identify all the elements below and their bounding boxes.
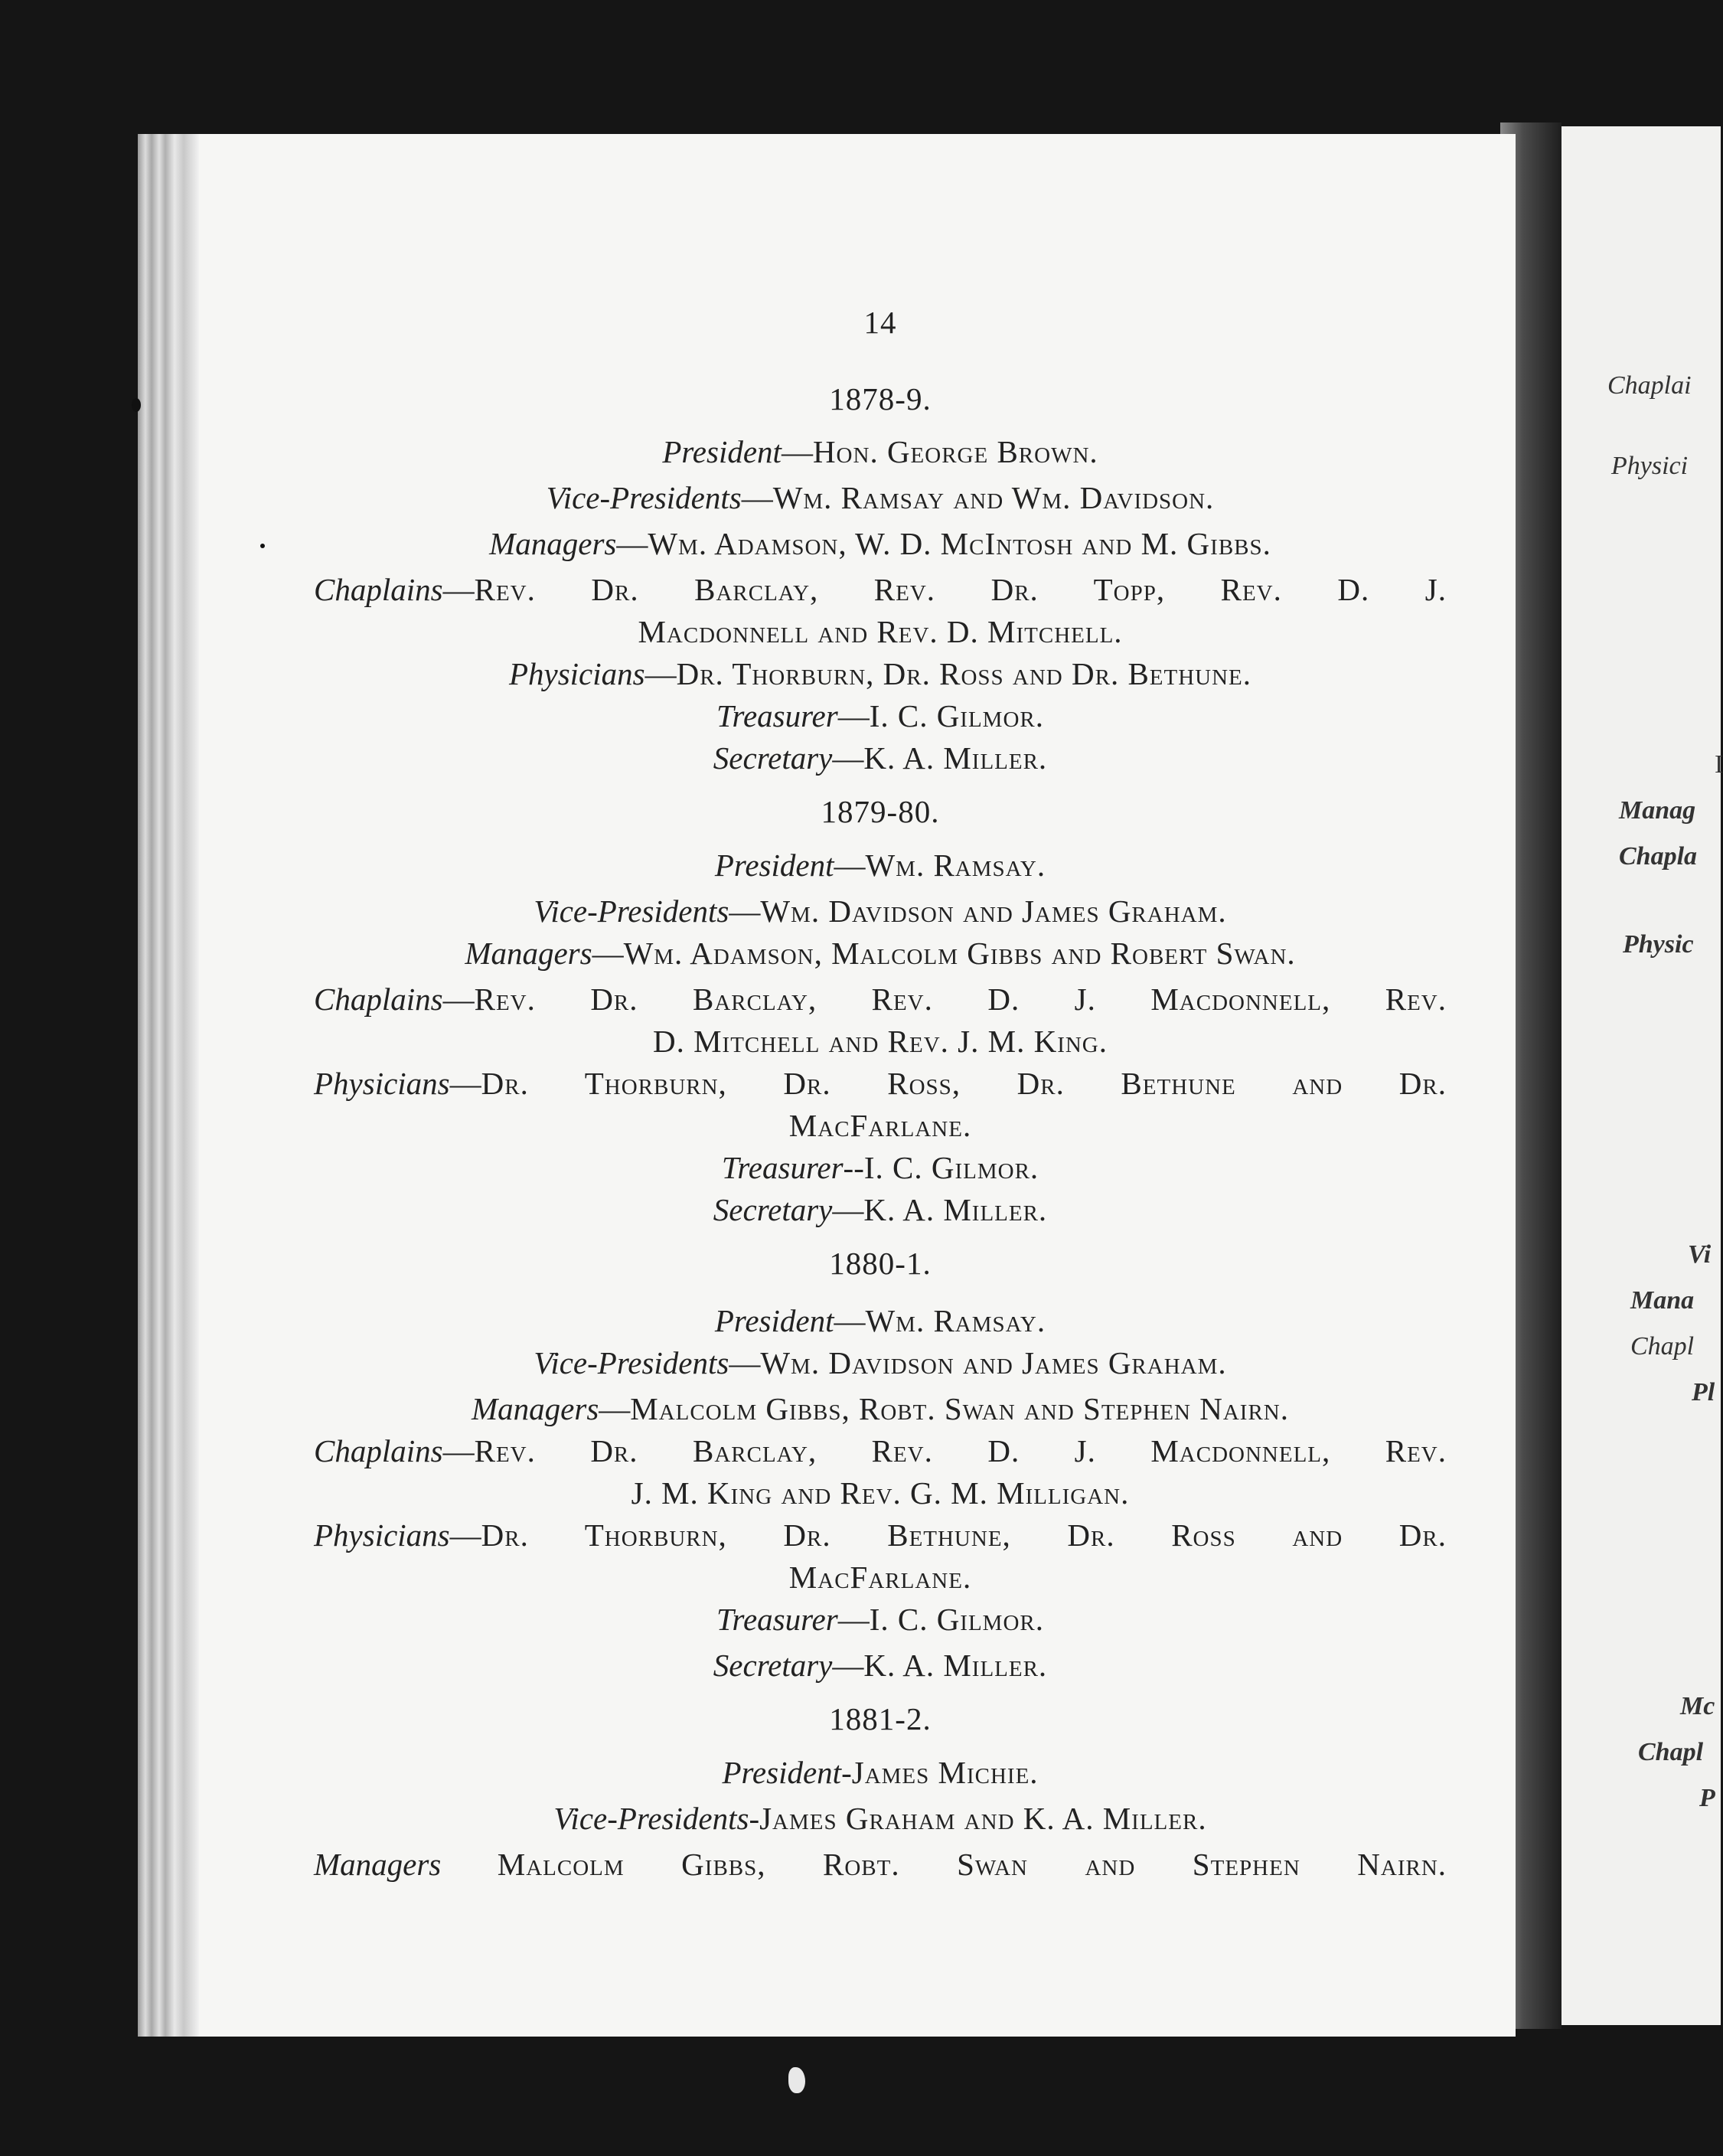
president-line: President-James Michie. — [722, 1755, 1039, 1790]
opposite-fragment: Chapla — [1619, 842, 1698, 871]
opposite-fragment: Chaplai — [1607, 371, 1692, 400]
secretary-line: Secretary—K. A. Miller. — [713, 1648, 1048, 1683]
opposite-fragment: Pl — [1692, 1378, 1715, 1406]
opposite-fragment: Physici — [1611, 452, 1689, 480]
opposite-fragment: I — [1715, 750, 1723, 779]
opposite-fragment: Physic — [1623, 930, 1694, 959]
opposite-fragment: Mana — [1630, 1286, 1695, 1315]
chaplains-continuation: J. M. King and Rev. G. M. Milligan. — [631, 1475, 1130, 1511]
vice-presidents-line: Vice-Presidents—Wm. Davidson and James Graham. — [534, 1345, 1227, 1380]
chaplains-continuation: D. Mitchell and Rev. J. M. King. — [652, 1024, 1108, 1059]
managers-line: Managers—Wm. Adamson, W. D. McIntosh and M. Gibbs. — [489, 526, 1271, 561]
managers-line: Managers Malcolm Gibbs, Robt. Swan and Stephen Nairn. — [314, 1847, 1447, 1882]
secretary-line: Secretary—K. A. Miller. — [713, 740, 1048, 776]
opposite-fragment: Chapl — [1630, 1332, 1695, 1361]
year-heading: 1881-2. — [829, 1701, 932, 1736]
president-line: President—Wm. Ramsay. — [714, 848, 1046, 883]
year-heading: 1880-1. — [829, 1246, 932, 1281]
physicians-line: Physicians—Dr. Thorburn, Dr. Ross, Dr. Bethune and Dr. — [314, 1066, 1447, 1101]
vice-presidents-line: Vice-Presidents-James Graham and K. A. Miller. — [553, 1801, 1207, 1836]
opposite-fragment: Manag — [1619, 796, 1696, 825]
treasurer-line: Treasurer—I. C. Gilmor. — [716, 1602, 1045, 1637]
physicians-line: Physicians—Dr. Thorburn, Dr. Bethune, Dr. Ross and Dr. — [314, 1517, 1447, 1553]
treasurer-line: Treasurer--I. C. Gilmor. — [721, 1150, 1039, 1185]
physicians-line: Physicians—Dr. Thorburn, Dr. Ross and Dr. Bethune. — [508, 656, 1252, 691]
opposite-fragment: Chapl — [1638, 1738, 1704, 1766]
president-line: President—Hon. George Brown. — [662, 434, 1098, 469]
opposite-fragment: Mc — [1680, 1692, 1715, 1720]
scan-speck — [132, 398, 141, 412]
year-heading: 1878-9. — [829, 381, 932, 416]
chaplains-line: Chaplains—Rev. Dr. Barclay, Rev. D. J. Macdonnell, Rev. — [314, 982, 1447, 1017]
chaplains-line: Chaplains—Rev. Dr. Barclay, Rev. Dr. Topp, Rev. D. J. — [314, 572, 1447, 607]
physicians-continuation: MacFarlane. — [788, 1108, 972, 1143]
president-line: President—Wm. Ramsay. — [714, 1303, 1046, 1338]
managers-line: Managers—Wm. Adamson, Malcolm Gibbs and Robert Swan. — [465, 936, 1296, 971]
opposite-page — [1561, 126, 1721, 2025]
year-heading: 1879-80. — [821, 794, 940, 829]
secretary-line: Secretary—K. A. Miller. — [713, 1192, 1048, 1227]
chaplains-line: Chaplains—Rev. Dr. Barclay, Rev. D. J. Macdonnell, Rev. — [314, 1433, 1447, 1468]
chaplains-continuation: Macdonnell and Rev. D. Mitchell. — [638, 614, 1123, 649]
page-number: 14 — [863, 305, 897, 340]
treasurer-line: Treasurer—I. C. Gilmor. — [716, 698, 1045, 733]
scan-speck — [788, 2067, 805, 2093]
vice-presidents-line: Vice-Presidents—Wm. Davidson and James Graham. — [534, 893, 1227, 929]
opposite-fragment: Vi — [1688, 1240, 1712, 1269]
vice-presidents-line: Vice-Presidents—Wm. Ramsay and Wm. Davidson. — [546, 480, 1215, 515]
physicians-continuation: MacFarlane. — [788, 1560, 972, 1595]
opposite-fragment: P — [1699, 1784, 1715, 1812]
page-edges — [138, 134, 199, 2037]
managers-line: Managers—Malcolm Gibbs, Robt. Swan and Stephen Nairn. — [472, 1391, 1289, 1426]
scan-speck — [260, 544, 265, 548]
